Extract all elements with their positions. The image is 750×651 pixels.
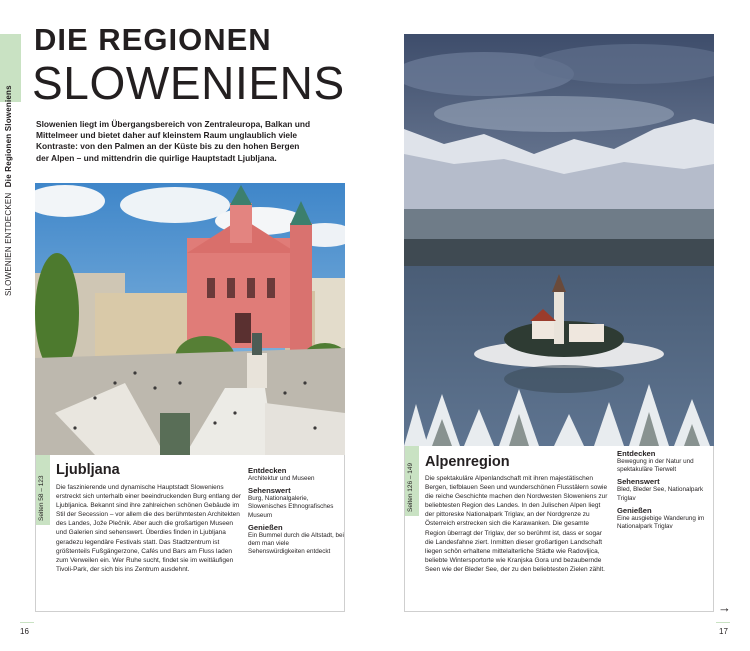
page-number-left: 16 <box>20 627 29 636</box>
fact-text: Burg, Nationalgalerie, Slowenisches Ethnografisches Museum <box>248 495 334 519</box>
ljubljana-card <box>35 455 345 612</box>
fact-head: Sehenswert <box>248 486 291 496</box>
alpenregion-body: Die spektakuläre Alpenlandschaft mit ihren majestätischen Bergen, tiefblauen Seen und wunderschönen Flusstälern sowie die reiche Geschichte machen den Nordwesten Sloweniens zur beliebtesten Region des Landes. In den Julischen Alpen liegt der pittoreske Nationalpark Triglav, an der Nordgrenze zu Österreich erstrecken sich die Karawanken. Die gesamte Region überragt der Triglav, der so berühmt ist, dass er sogar die Landesfahne ziert. Inmitten dieser großartigen Landschaft liegen schön erhaltene mittelalterliche Städte wie Radovljica, beliebte Wintersportorte wie Kranjska Gora und bezaubernde Seen wie der Bleder See, der zu den beliebtesten Zielen zählt. <box>425 475 608 573</box>
alpenregion-title: Alpenregion <box>425 454 510 470</box>
alpenregion-page-tag <box>405 446 419 516</box>
ljubljana-pages: Seiten 58 – 123 <box>38 475 45 521</box>
fact-text: Bewegung in der Natur und spektakuläre Tierwelt <box>617 458 694 474</box>
page-title-line1: DIE REGIONEN <box>34 22 272 57</box>
chapter-label: Die Regionen Sloweniens <box>4 85 13 188</box>
ljubljana-photo <box>35 183 345 455</box>
fact-text: Architektur und Museen <box>248 475 315 482</box>
page-number-right: 17 <box>719 627 728 636</box>
fact-head: Sehenswert <box>617 477 660 487</box>
next-page-arrow-icon[interactable]: → <box>718 600 731 615</box>
bled-photo <box>404 34 714 446</box>
ljubljana-facts <box>248 466 344 559</box>
fact-head: Genießen <box>248 522 283 532</box>
section-label: SLOWENIEN ENTDECKEN <box>4 192 13 296</box>
fact-text: Bled, Bleder See, Nationalpark Triglav <box>617 486 704 502</box>
page-rule-right <box>716 622 730 623</box>
page-rule-left <box>20 622 34 623</box>
fact-head: Genießen <box>617 505 652 515</box>
running-header <box>4 0 16 296</box>
fact-text: Eine ausgiebige Wanderung im Nationalpark Triglav <box>617 514 705 531</box>
alpenregion-pages: Seiten 126 – 149 <box>407 462 414 512</box>
intro-text: Slowenien liegt im Übergangsbereich von Zentraleuropa, Balkan und Mittelmeer und bietet daher auf kleinstem Raum unglaublich viele Kontraste: von den Palmen an der Küste bis zu den hohen Bergen der Alpen – und mittendrin die quirlige Hauptstadt Ljubljana. <box>36 119 311 163</box>
fact-head: Entdecken <box>617 449 656 458</box>
ljubljana-title: Ljubljana <box>56 462 120 478</box>
ljubljana-page-tag <box>36 455 50 525</box>
alpenregion-card <box>404 446 714 612</box>
alpenregion-facts <box>617 449 713 534</box>
fact-head: Entdecken <box>248 466 287 475</box>
page-title-line2: SLOWENIENS <box>32 57 345 109</box>
ljubljana-body: Die faszinierende und dynamische Hauptstadt Sloweniens erstreckt sich unterhalb einer beeindruckenden Burg entlang der Ljubljanica. Bekannt sind ihre zahlreichen schönen Gebäude im Stil der Secession – vor allem die des berühmtesten Architekten des Landes, Jože Plečnik. Aber auch die großartigen Museen und Galerien sind sehenswert. Überdies finden in Ljubljana geradezu legendäre Festivals statt. Das Stadtzentrum ist größtenteils Fußgängerzone, Cafés und Bars am Fluss laden zum Verweilen ein. Wer Ruhe sucht, findet sie im weitläufigen Tivoli-Park, der sich bis ins Zentrum ausdehnt. <box>56 484 242 573</box>
fact-text: Ein Bummel durch die Altstadt, bei dem man viele Sehenswürdigkeiten entdeckt <box>248 531 344 556</box>
